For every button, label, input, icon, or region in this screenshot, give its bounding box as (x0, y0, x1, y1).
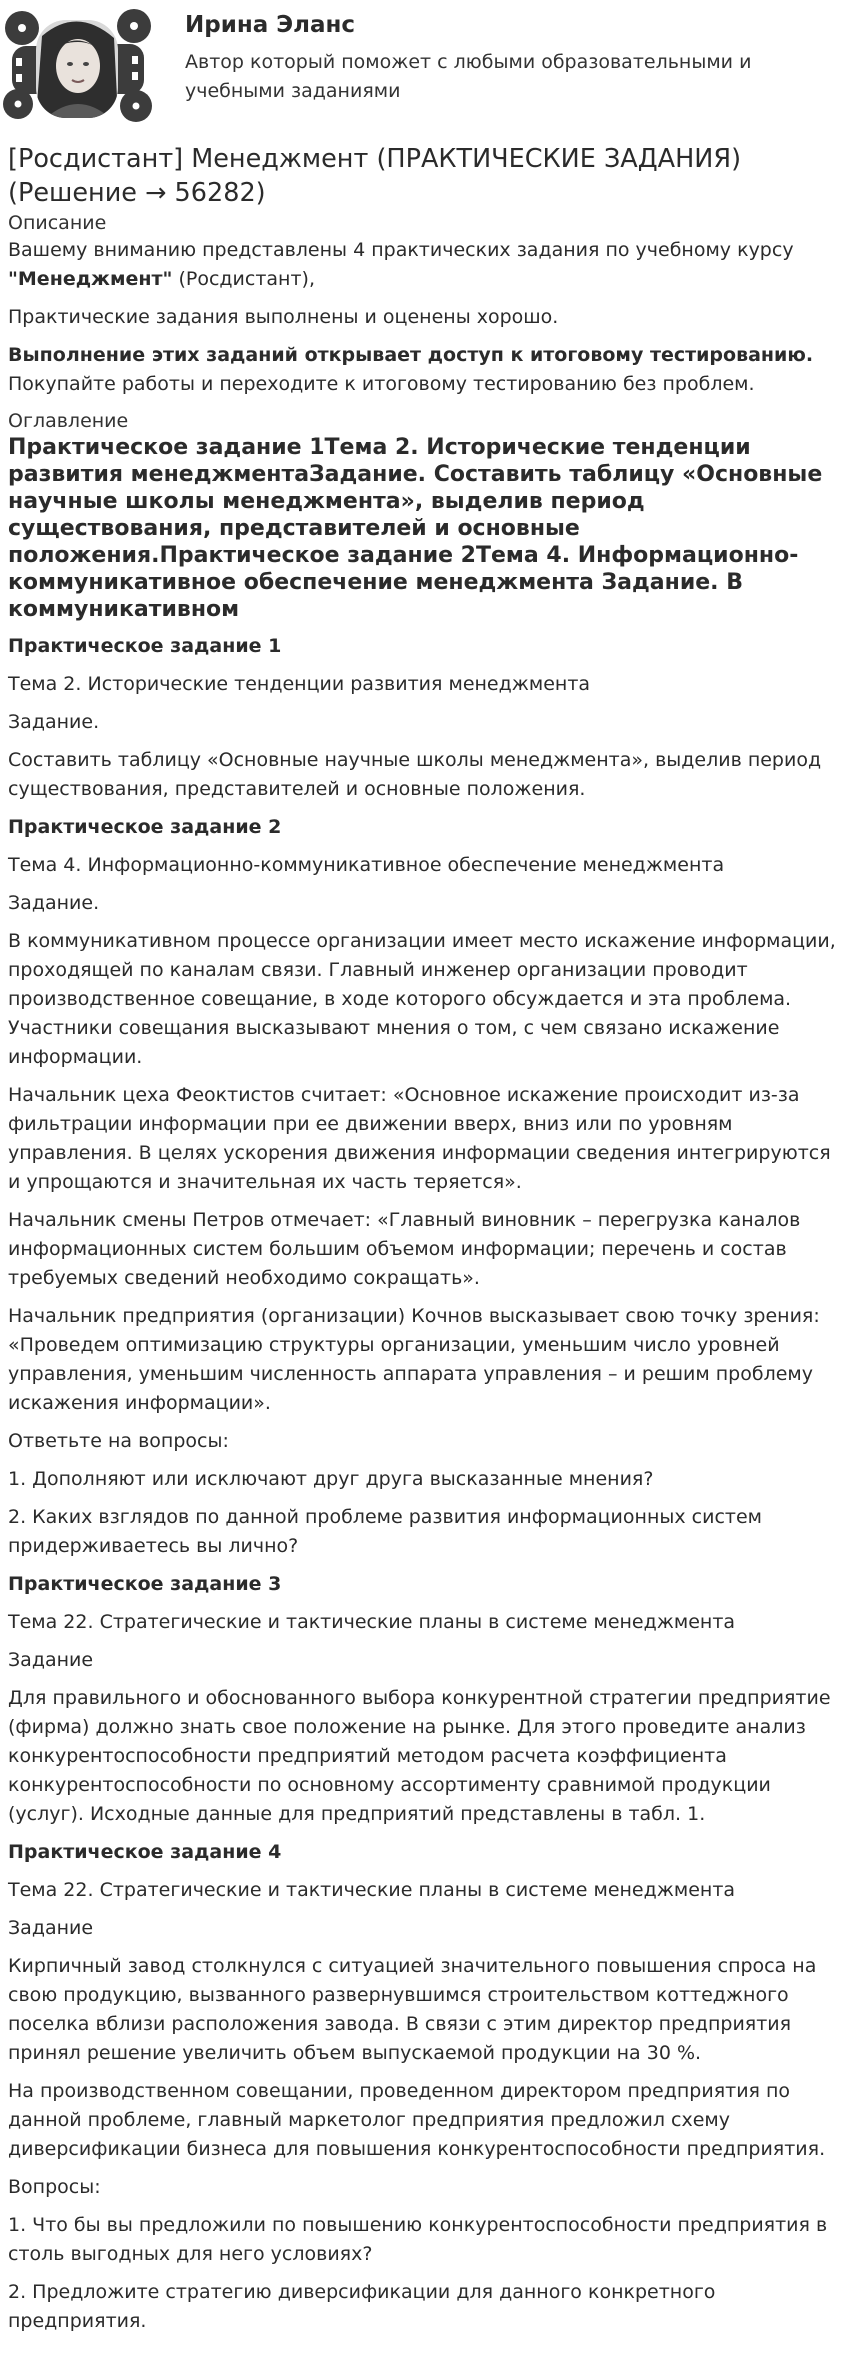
task-4-topic: Тема 22. Стратегические и тактические планы в системе менеджмента (8, 1879, 736, 1901)
intro-prefix: Вашему вниманию представлены 4 практических задания по учебному курсу (8, 239, 794, 261)
access-text: Покупайте работы и переходите к итоговому тестированию без проблем. (8, 373, 755, 395)
task-4-paragraph-1: Кирпичный завод столкнулся с ситуацией значительного повышения спроса на свою продукцию, вызванного развернувшимся строительством коттеджного поселка вблизи расположения завода. В связи с этим директор предприятия принял решение увеличить объем выпускаемой продукции на 30 %. (8, 1955, 817, 2064)
article-content (8, 142, 840, 2345)
task-2-topic: Тема 4. Информационно-коммуникативное обеспечение менеджмента (8, 854, 725, 876)
intro-paragraph (8, 236, 840, 294)
task-2-paragraph-4: Начальник предприятия (организации) Кочнов высказывает свою точку зрения: «Проведем оптимизацию структуры организации, уменьшим число уровней управления, уменьшим численность аппарата управления – и решим проблему искажения информации». (8, 1305, 820, 1414)
author-card (0, 0, 847, 130)
task-1-label: Задание. (8, 711, 100, 733)
task-2-question-2: 2. Каких взглядов по данной проблеме развития информационных систем придерживаетесь вы лично? (8, 1506, 762, 1557)
task-4-question-2: 2. Предложите стратегию диверсификации для данного конкретного предприятия. (8, 2281, 716, 2332)
task-4-heading: Практическое задание 4 (8, 1841, 282, 1863)
task-2-questions-label: Ответьте на вопросы: (8, 1430, 229, 1452)
toc-label: Оглавление (8, 410, 129, 432)
access-bold-text: Выполнение этих заданий открывает доступ к итоговому тестированию. (8, 344, 814, 366)
task-4-label: Задание (8, 1917, 94, 1939)
intro-suffix: (Росдистант), (172, 268, 315, 290)
task-4-paragraph-2: На производственном совещании, проведенном директором предприятия по данной проблеме, главный маркетолог предприятия предложил схему диверсификации бизнеса для повышения конкурентоспособности предприятия. (8, 2080, 826, 2160)
author-description: Автор который поможет с любыми образовательными и учебными заданиями (185, 51, 752, 102)
task-1-text: Составить таблицу «Основные научные школы менеджмента», выделив период существования, представителей и основные положения. (8, 749, 822, 800)
task-2-heading: Практическое задание 2 (8, 816, 282, 838)
page-title: [Росдистант] Менеджмент (ПРАКТИЧЕСКИЕ ЗАДАНИЯ) (Решение → 56282) (8, 144, 742, 208)
author-photo-avatar[interactable] (2, 6, 152, 128)
course-name: "Менеджмент" (8, 268, 173, 290)
task-3-topic: Тема 22. Стратегические и тактические планы в системе менеджмента (8, 1611, 736, 1633)
task-2-paragraph-3: Начальник смены Петров отмечает: «Главный виновник – перегрузка каналов информационных систем большим объемом информации; перечень и состав требуемых сведений необходимо сокращать». (8, 1209, 801, 1289)
task-2-label: Задание. (8, 892, 100, 914)
task-2-paragraph-1: В коммуникативном процессе организации имеет место искажение информации, проходящей по каналам связи. Главный инженер организации проводит производственное совещание, в ходе которого обсуждается и эта проблема. Участники совещания высказывают мнения о том, с чем связано искажение информации. (8, 930, 836, 1068)
task-1-topic: Тема 2. Исторические тенденции развития менеджмента (8, 673, 591, 695)
task-3-text: Для правильного и обоснованного выбора конкурентной стратегии предприятие (фирма) должно знать свое положение на рынке. Для этого проведите анализ конкурентоспособности предприятий методом расчета коэффициента конкурентоспособности по основному ассортименту сравнимой продукции (услуг). Исходные данные для предприятий представлены в табл. 1. (8, 1687, 831, 1825)
toc-heading[interactable]: Практическое задание 1Тема 2. Исторические тенденции развития менеджментаЗадание. Составить таблицу «Основные научные школы менеджмента», выделив период существования, представителей и основные положения.Практическое задание 2Тема 4. Информационно-коммуникативное обеспечение менеджмента Задание. В коммуникативном (8, 435, 823, 622)
intro-quality: Практические задания выполнены и оценены хорошо. (8, 306, 559, 328)
author-name[interactable]: Ирина Эланс (185, 12, 356, 38)
task-2-question-1: 1. Дополняют или исключают друг друга высказанные мнения? (8, 1468, 654, 1490)
task-2-paragraph-2: Начальник цеха Феоктистов считает: «Основное искажение происходит из-за фильтрации информации при ее движении вверх, вниз или по уровням управления. В целях ускорения движения информации сведения интегрируются и упрощаются и значительная их часть теряется». (8, 1084, 831, 1193)
task-3-heading: Практическое задание 3 (8, 1573, 282, 1595)
task-4-question-1: 1. Что бы вы предложили по повышению конкурентоспособности предприятия в столь выгодных для него условиях? (8, 2214, 828, 2265)
task-3-label: Задание (8, 1649, 94, 1671)
task-4-questions-label: Вопросы: (8, 2176, 101, 2198)
task-1-heading: Практическое задание 1 (8, 635, 282, 657)
description-label: Описание (8, 212, 107, 234)
